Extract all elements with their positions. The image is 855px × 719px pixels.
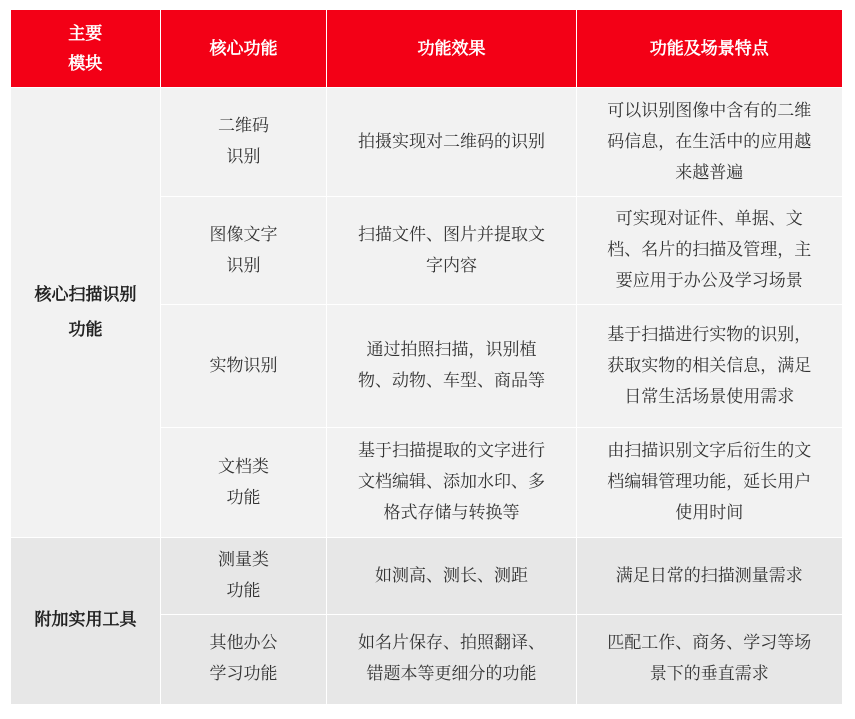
effect-text: 如测高、测长、测距 <box>375 565 528 586</box>
effect-cell <box>327 615 577 704</box>
effect-text: 通过拍照扫描，识别植 物、动物、车型、商品等 <box>358 340 545 391</box>
effect-cell <box>327 197 577 305</box>
table-row <box>11 538 842 615</box>
traits-cell <box>577 197 842 305</box>
header-scenario-traits-label: 功能及场景特点 <box>649 38 769 59</box>
header-main-module <box>11 10 161 88</box>
effect-text: 扫描文件、图片并提取文 字内容 <box>358 224 545 276</box>
effect-cell <box>327 88 577 197</box>
feature-label: 测量类 功能 <box>218 550 269 601</box>
table-header-row <box>11 10 842 88</box>
header-scenario-traits <box>577 10 842 88</box>
header-feature-effect-label: 功能效果 <box>417 38 486 59</box>
traits-cell <box>577 428 842 538</box>
feature-cell <box>161 538 327 615</box>
feature-label: 实物识别 <box>209 355 278 376</box>
effect-cell <box>327 428 577 538</box>
effect-cell <box>327 305 577 428</box>
header-core-feature-label: 核心功能 <box>209 38 278 59</box>
effect-text: 如名片保存、拍照翻译、 错题本等更细分的功能 <box>358 633 545 685</box>
module-label: 附加实用工具 <box>34 610 137 631</box>
module-label: 核心扫描识别 功能 <box>34 284 137 340</box>
module-cell-extra-tools <box>11 538 161 704</box>
traits-text: 可实现对证件、单据、文 档、名片的扫描及管理，主 要应用于办公及学习场景 <box>607 209 812 291</box>
feature-label: 图像文字 识别 <box>209 224 278 276</box>
feature-cell <box>161 305 327 428</box>
feature-label: 其他办公 学习功能 <box>209 633 278 685</box>
header-core-feature <box>161 10 327 88</box>
feature-cell <box>161 197 327 305</box>
feature-cell <box>161 88 327 197</box>
traits-cell <box>577 305 842 428</box>
traits-text: 满足日常的扫描测量需求 <box>615 565 803 586</box>
feature-label: 文档类 功能 <box>218 456 269 508</box>
table-row <box>11 88 842 197</box>
header-main-module-label: 主要 模块 <box>68 23 103 74</box>
traits-cell <box>577 538 842 615</box>
traits-cell <box>577 615 842 704</box>
traits-text: 匹配工作、商务、学习等场 景下的垂直需求 <box>607 633 812 685</box>
feature-cell <box>161 428 327 538</box>
module-cell-core-scan <box>11 88 161 538</box>
feature-cell <box>161 615 327 704</box>
header-feature-effect <box>327 10 577 88</box>
feature-label: 二维码 识别 <box>218 116 269 167</box>
traits-text: 可以识别图像中含有的二维 码信息，在生活中的应用越 来越普遍 <box>607 100 812 183</box>
traits-text: 基于扫描进行实物的识别， 获取实物的相关信息，满足 日常生活场景使用需求 <box>607 324 812 407</box>
traits-cell <box>577 88 842 197</box>
traits-text: 由扫描识别文字后衍生的文 档编辑管理功能，延长用户 使用时间 <box>607 441 812 523</box>
feature-table <box>10 10 842 704</box>
effect-cell <box>327 538 577 615</box>
effect-text: 基于扫描提取的文字进行 文档编辑、添加水印、多 格式存储与转换等 <box>358 441 545 523</box>
effect-text: 拍摄实现对二维码的识别 <box>358 131 545 152</box>
